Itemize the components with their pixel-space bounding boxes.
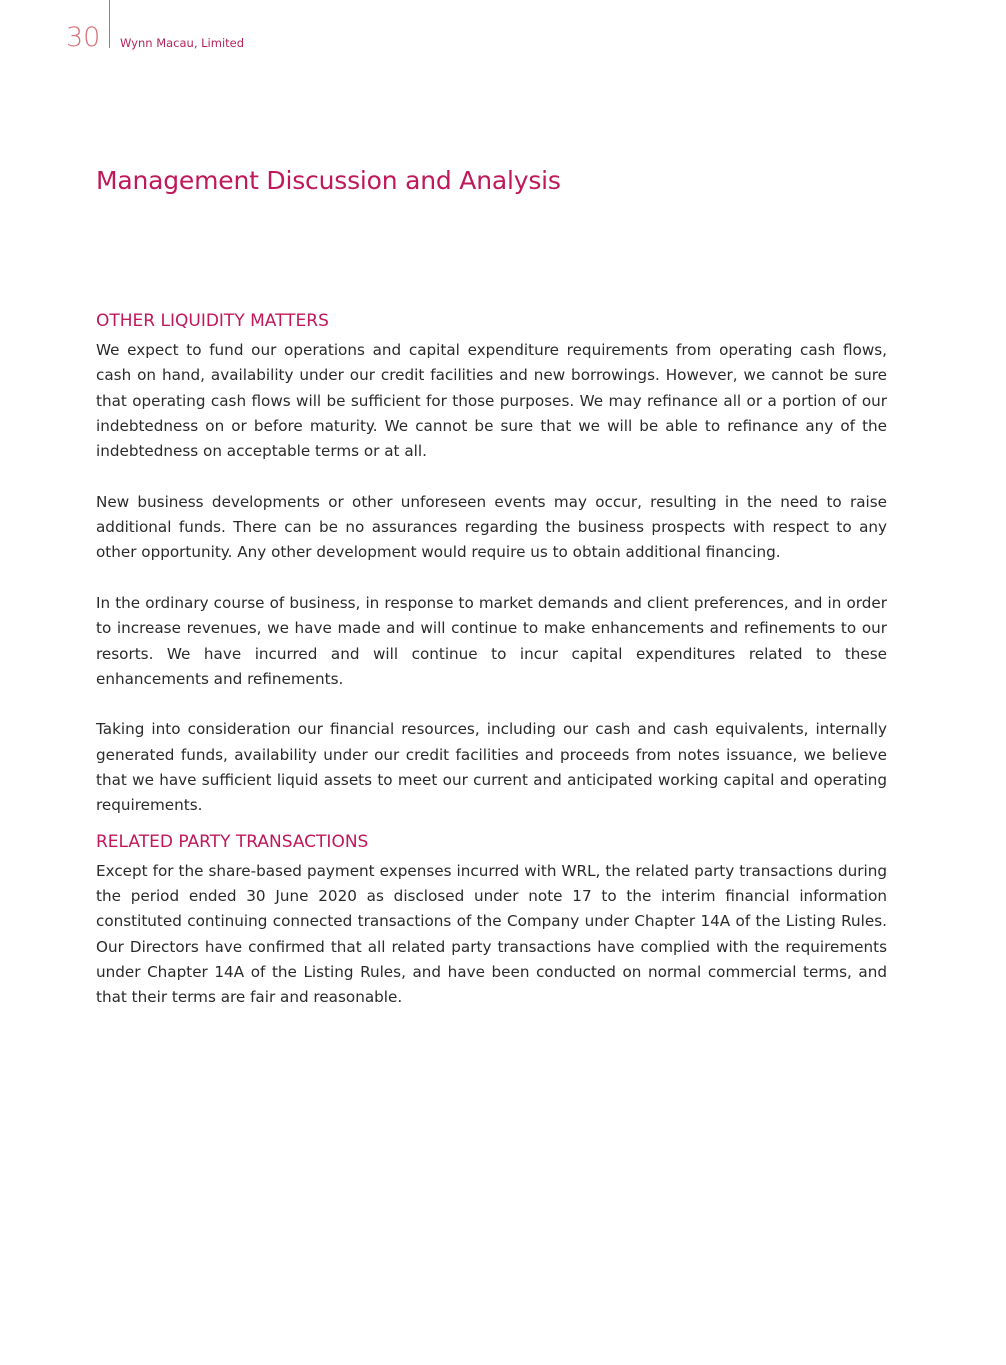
paragraph: Except for the share-based payment expenses incurred with WRL, the related party transactions during the period ended 30 June 2020 as disclosed under note 17 to the interim financial information constituted continuing connected transactions of the Company under Chapter 14A of the Listing Rules. Our Directors have confirmed that all related party transactions have complied with the requirements under Chapter 14A of the Listing Rules, and have been conducted on normal commercial terms, and that their terms are fair and reasonable. — [96, 861, 887, 1007]
header-divider — [109, 0, 110, 48]
page-title: Management Discussion and Analysis — [96, 166, 561, 195]
section-heading: OTHER LIQUIDITY MATTERS — [96, 311, 329, 331]
section-other-liquidity-matters — [96, 310, 887, 819]
paragraph: Taking into consideration our financial resources, including our cash and cash equivalents, internally generated funds, availability under our credit facilities and proceeds from notes issuance, we believe that we have sufficient liquid assets to meet our current and anticipated working capital and operating requirements. — [96, 720, 887, 815]
paragraph: In the ordinary course of business, in response to market demands and client preferences, and in order to increase revenues, we have made and will continue to make enhancements and refinements to our resorts. We have incurred and will continue to incur capital expenditures related to these enhancements and refinements. — [96, 593, 887, 688]
section-heading: RELATED PARTY TRANSACTIONS — [96, 831, 369, 852]
section-related-party-transactions — [96, 831, 887, 1011]
page-number: 30 — [66, 22, 101, 53]
paragraph: We expect to fund our operations and capital expenditure requirements from operating cash flows, cash on hand, availability under our credit facilities and new borrowings. However, we cannot be sure that operating cash flows will be sufficient for those purposes. We may refinance all or a portion of our indebtedness on or before maturity. We cannot be sure that we will be able to refinance any of the indebtedness on acceptable terms or at all. — [96, 341, 887, 461]
company-name: Wynn Macau, Limited — [120, 36, 245, 50]
document-body — [96, 310, 887, 1036]
paragraph: New business developments or other unforeseen events may occur, resulting in the need to raise additional funds. There can be no assurances regarding the business prospects with respect to any other opportunity. Any other development would require us to obtain additional financing. — [96, 492, 887, 562]
